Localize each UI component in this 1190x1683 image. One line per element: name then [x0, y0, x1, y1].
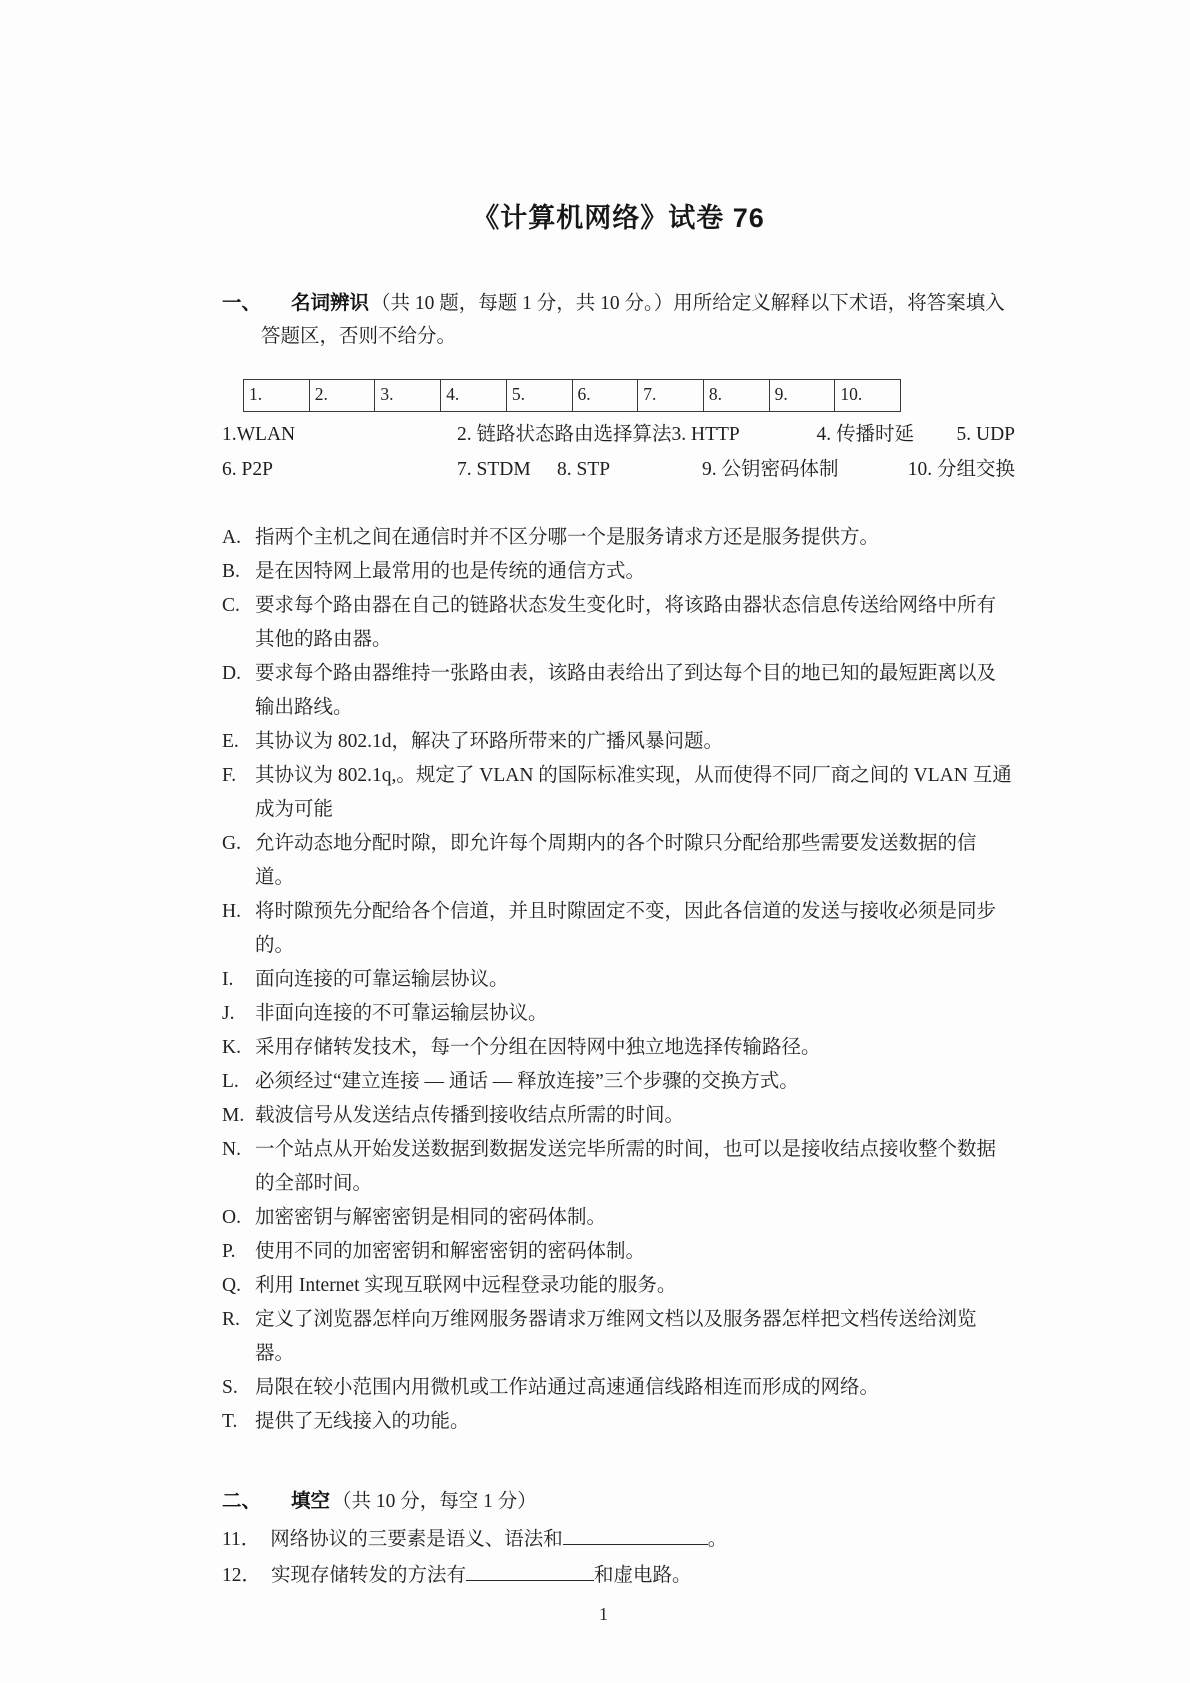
- answer-cell: 9.: [770, 380, 836, 411]
- term-label: 3. HTTP: [671, 424, 740, 445]
- definition-item: [222, 1269, 1015, 1303]
- fill-item-text-after: 。: [707, 1529, 728, 1550]
- section1-desc-line2: 答题区，否则不给分。: [261, 326, 457, 347]
- definition-item: [222, 1201, 1015, 1235]
- answer-cell: 3.: [375, 380, 441, 411]
- definitions-list: [222, 521, 1015, 1439]
- section1-heading-body: [261, 287, 1015, 353]
- definition-text: 必须经过“建立连接 — 通话 — 释放连接”三个步骤的交换方式。: [255, 1071, 799, 1092]
- definition-item: [222, 657, 1015, 725]
- page-title: 《计算机网络》试卷 76: [472, 203, 765, 233]
- section2-heading-body: [261, 1485, 1015, 1518]
- fill-item-12: [222, 1558, 1015, 1594]
- definition-letter: D.: [222, 663, 241, 684]
- definition-letter: I.: [222, 969, 234, 990]
- definition-item: [222, 1303, 1015, 1371]
- term-label: 6. P2P: [222, 459, 273, 480]
- section1-title: 名词辨识: [291, 292, 370, 314]
- term-label: 8. STP: [557, 459, 611, 480]
- definition-item: [222, 1065, 1015, 1099]
- definition-letter: S.: [222, 1377, 238, 1398]
- definition-letter: G.: [222, 833, 241, 854]
- definition-text: 非面向连接的不可靠运输层协议。: [255, 1003, 548, 1024]
- definition-item: [222, 997, 1015, 1031]
- definition-item: [222, 759, 1015, 827]
- terms-row-1: [222, 420, 1015, 450]
- definition-text: 允许动态地分配时隙，即允许每个周期内的各个时隙只分配给那些需要发送数据的信道。: [255, 833, 977, 888]
- section2-number: 二、: [222, 1490, 262, 1512]
- definition-item: [222, 1405, 1015, 1439]
- term-label: 4. 传播时延: [816, 424, 915, 445]
- definition-letter: B.: [222, 561, 240, 582]
- definition-text: 加密密钥与解密密钥是相同的密码体制。: [255, 1207, 607, 1228]
- definition-text: 提供了无线接入的功能。: [255, 1411, 470, 1432]
- answer-cell: 2.: [310, 380, 376, 411]
- answer-blank: [563, 1525, 708, 1545]
- term-label: 10. 分组交换: [907, 459, 1015, 480]
- definition-letter: K.: [222, 1037, 241, 1058]
- definition-item: [222, 521, 1015, 555]
- page-number: 1: [599, 1604, 608, 1624]
- definition-letter: E.: [222, 731, 239, 752]
- definition-item: [222, 827, 1015, 895]
- definition-text: 载波信号从发送结点传播到接收结点所需的时间。: [255, 1105, 685, 1126]
- definition-text: 一个站点从开始发送数据到数据发送完毕所需的时间，也可以是接收结点接收整个数据的全部时间。: [255, 1139, 997, 1194]
- answer-cell: 10.: [840, 384, 863, 404]
- fill-item-text-after: 和虚电路。: [594, 1565, 692, 1586]
- term-label: 7. STDM: [457, 459, 531, 480]
- section2-desc-text: （共 10 分，每空 1 分）: [332, 1491, 537, 1512]
- definition-item: [222, 1031, 1015, 1065]
- definition-letter: T.: [222, 1411, 238, 1432]
- definition-text: 将时隙预先分配给各个信道，并且时隙固定不变，因此各信道的发送与接收必须是同步的。: [255, 901, 997, 956]
- definition-text: 使用不同的加密密钥和解密密钥的密码体制。: [255, 1241, 646, 1262]
- definition-item: [222, 963, 1015, 997]
- definition-text: 其协议为 802.1d，解决了环路所带来的广播风暴问题。: [255, 731, 724, 752]
- answer-cell: 4.: [441, 380, 507, 411]
- answer-cell: 8.: [704, 380, 770, 411]
- definition-text: 其协议为 802.1q,。规定了 VLAN 的国际标准实现，从而使得不同厂商之间的 VLAN 互通成为可能: [255, 765, 1012, 820]
- definition-item: [222, 1235, 1015, 1269]
- fill-item-number: 11．: [222, 1529, 261, 1550]
- definition-text: 是在因特网上最常用的也是传统的通信方式。: [255, 561, 646, 582]
- definition-text: 要求每个路由器在自己的链路状态发生变化时，将该路由器状态信息传送给网络中所有其他的路由器。: [255, 595, 997, 650]
- definition-item: [222, 895, 1015, 963]
- section2-title: 填空: [291, 1490, 331, 1512]
- definition-letter: J.: [222, 1003, 235, 1024]
- term-label: 1.WLAN: [222, 424, 296, 445]
- section2-heading: [222, 1485, 1015, 1518]
- definition-letter: N.: [222, 1139, 241, 1160]
- definition-letter: R.: [222, 1309, 240, 1330]
- fill-item-text-before: 实现存储转发的方法有: [271, 1565, 467, 1586]
- fill-item-text-before: 网络协议的三要素是语义、语法和: [270, 1529, 563, 1550]
- definition-letter: C.: [222, 595, 240, 616]
- definition-item: [222, 725, 1015, 759]
- answer-cell: 6.: [573, 380, 639, 411]
- section1-desc-text: （共 10 题，每题 1 分，共 10 分。）用所给定义解释以下术语，将答案填入: [371, 293, 1005, 314]
- definition-item: [222, 589, 1015, 657]
- definition-text: 要求每个路由器维持一张路由表，该路由表给出了到达每个目的地已知的最短距离以及输出路线。: [255, 663, 997, 718]
- definition-text: 面向连接的可靠运输层协议。: [255, 969, 509, 990]
- fill-item-number: 12．: [222, 1565, 262, 1586]
- answer-table: [243, 379, 901, 412]
- answer-cell: 1.: [244, 380, 310, 411]
- definition-text: 指两个主机之间在通信时并不区分哪一个是服务请求方还是服务提供方。: [255, 527, 880, 548]
- definition-letter: L.: [222, 1071, 239, 1092]
- terms-row-2: [222, 455, 1015, 485]
- fill-in-items: [222, 1522, 1015, 1594]
- term-label: 5. UDP: [956, 424, 1015, 445]
- definition-text: 采用存储转发技术，每一个分组在因特网中独立地选择传输路径。: [255, 1037, 821, 1058]
- answer-cell: 7.: [638, 380, 704, 411]
- section1-number: 一、: [222, 292, 262, 314]
- definition-letter: M.: [222, 1105, 245, 1126]
- definition-text: 定义了浏览器怎样向万维网服务器请求万维网文档以及服务器怎样把文档传送给浏览器。: [255, 1309, 977, 1364]
- definition-letter: F.: [222, 765, 237, 786]
- definition-letter: O.: [222, 1207, 241, 1228]
- definition-item: [222, 555, 1015, 589]
- definition-letter: P.: [222, 1241, 236, 1262]
- term-label: 9. 公钥密码体制: [702, 459, 839, 480]
- section2-desc-line: [261, 1485, 1015, 1518]
- definition-item: [222, 1371, 1015, 1405]
- section1-heading: [222, 287, 1015, 353]
- definition-item: [222, 1099, 1015, 1133]
- answer-cell: 5.: [507, 380, 573, 411]
- fill-item-11: [222, 1522, 1015, 1558]
- definition-letter: H.: [222, 901, 241, 922]
- definition-item: [222, 1133, 1015, 1201]
- answer-blank: [466, 1561, 594, 1581]
- definition-letter: A.: [222, 527, 241, 548]
- section1-desc-line1: [261, 287, 1015, 320]
- definition-text: 利用 Internet 实现互联网中远程登录功能的服务。: [255, 1275, 677, 1296]
- definition-letter: Q.: [222, 1275, 241, 1296]
- definition-text: 局限在较小范围内用微机或工作站通过高速通信线路相连而形成的网络。: [255, 1377, 880, 1398]
- term-label: 2. 链路状态路由选择算法: [457, 424, 672, 445]
